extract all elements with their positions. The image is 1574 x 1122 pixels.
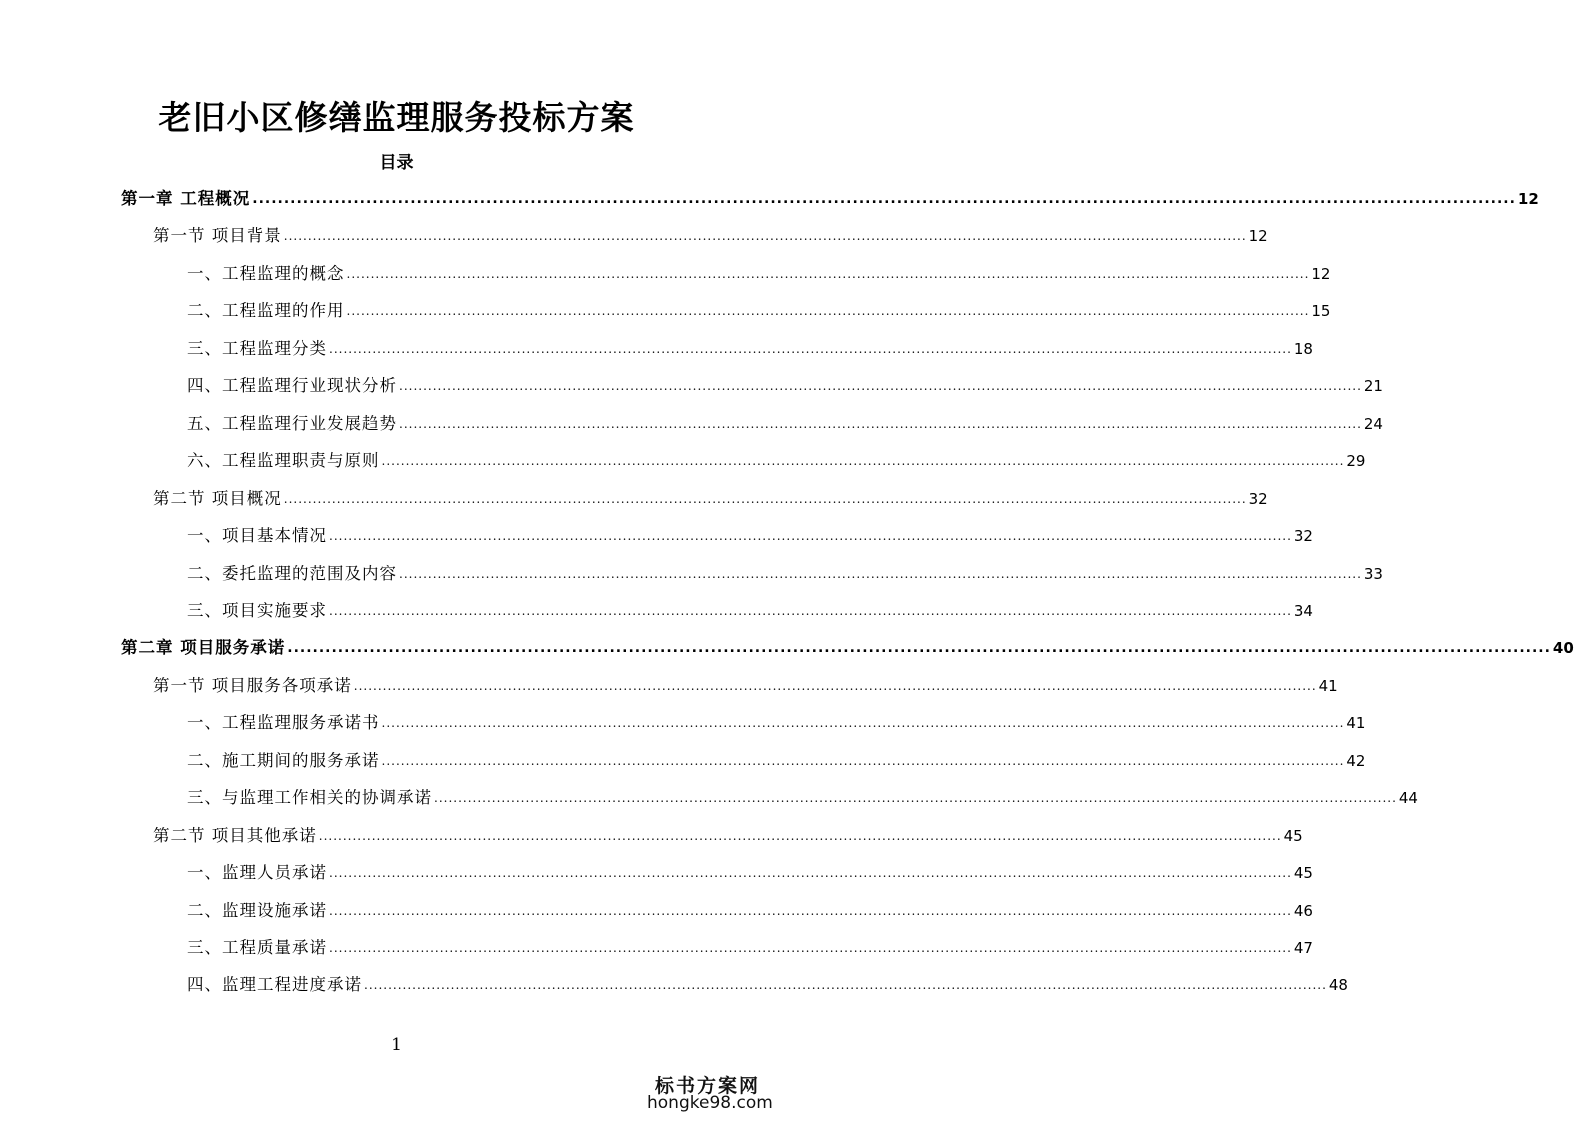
toc-entry-label: 一、工程监理服务承诺书 — [187, 713, 380, 732]
toc-entry[interactable] — [153, 672, 1338, 698]
toc-entry-label: 第二节 项目概况 — [153, 489, 282, 508]
toc-leader-dots: ........................................................................................................................................................................................................ — [252, 191, 1516, 207]
toc-entry[interactable] — [187, 522, 1313, 548]
toc-entry-label: 六、工程监理职责与原则 — [187, 451, 380, 470]
toc-entry-page: 45 — [1293, 864, 1313, 882]
toc-leader-dots: ........................................................................................................................................................................................................ — [329, 941, 1292, 955]
toc-entry-label: 一、项目基本情况 — [187, 526, 327, 545]
toc-leader-dots: ........................................................................................................................................................................................................ — [329, 904, 1292, 918]
watermark-url: hongke98.com — [647, 1093, 773, 1113]
toc-entry-page: 46 — [1293, 902, 1313, 920]
toc-entry-page: 32 — [1248, 490, 1268, 508]
toc-entry[interactable] — [187, 297, 1331, 323]
toc-leader-dots: ........................................................................................................................................................................................................ — [283, 492, 1247, 506]
toc-leader-dots: ........................................................................................................................................................................................................ — [329, 529, 1292, 543]
toc-entry-page: 44 — [1398, 789, 1418, 807]
toc-entry-page: 12 — [1517, 190, 1539, 208]
toc-entry-label: 三、工程监理分类 — [187, 339, 327, 358]
toc-entry-label: 一、监理人员承诺 — [187, 863, 327, 882]
toc-leader-dots: ........................................................................................................................................................................................................ — [318, 829, 1282, 843]
toc-entry-page: 33 — [1363, 565, 1383, 583]
toc-entry[interactable] — [187, 971, 1348, 997]
toc-entry-label: 一、工程监理的概念 — [187, 264, 345, 283]
toc-leader-dots: ........................................................................................................................................................................................................ — [399, 417, 1362, 431]
toc-entry-page: 15 — [1311, 302, 1331, 320]
toc-entry[interactable] — [187, 747, 1366, 773]
toc-entry-label: 第一节 项目服务各项承诺 — [153, 676, 352, 695]
toc-entry-label: 三、与监理工作相关的协调承诺 — [187, 788, 432, 807]
toc-leader-dots: ........................................................................................................................................................................................................ — [287, 640, 1551, 656]
toc-entry-page: 40 — [1552, 639, 1574, 657]
toc-entry-label: 三、工程质量承诺 — [187, 938, 327, 957]
toc-leader-dots: ........................................................................................................................................................................................................ — [283, 229, 1247, 243]
toc-entry[interactable] — [187, 335, 1313, 361]
toc-entry-page: 47 — [1293, 939, 1313, 957]
toc-leader-dots: ........................................................................................................................................................................................................ — [329, 604, 1292, 618]
toc-leader-dots: ........................................................................................................................................................................................................ — [364, 978, 1327, 992]
toc-entry-label: 二、监理设施承诺 — [187, 901, 327, 920]
toc-entry[interactable] — [153, 822, 1303, 848]
toc-entry[interactable] — [187, 897, 1313, 923]
toc-entry[interactable] — [187, 372, 1383, 398]
toc-entry[interactable] — [187, 784, 1418, 810]
toc-leader-dots: ........................................................................................................................................................................................................ — [329, 866, 1292, 880]
toc-entry-label: 五、工程监理行业发展趋势 — [187, 414, 397, 433]
toc-entry[interactable] — [187, 597, 1313, 623]
toc-entry[interactable] — [187, 410, 1383, 436]
toc-leader-dots: ........................................................................................................................................................................................................ — [346, 304, 1310, 318]
toc-leader-dots: ........................................................................................................................................................................................................ — [399, 567, 1362, 581]
toc-entry-label: 第二章 项目服务承诺 — [121, 638, 286, 657]
toc-entry-page: 24 — [1363, 415, 1383, 433]
toc-entry-page: 32 — [1293, 527, 1313, 545]
watermark-site-name: 标书方案网 — [655, 1075, 761, 1097]
toc-entry-label: 二、工程监理的作用 — [187, 301, 345, 320]
toc-leader-dots: ........................................................................................................................................................................................................ — [381, 754, 1345, 768]
toc-entry[interactable] — [187, 709, 1366, 735]
toc-entry[interactable] — [187, 260, 1331, 286]
toc-entry-page: 21 — [1363, 377, 1383, 395]
toc-leader-dots: ........................................................................................................................................................................................................ — [353, 679, 1317, 693]
toc-entry-page: 41 — [1318, 677, 1338, 695]
toc-entry-page: 34 — [1293, 602, 1313, 620]
toc-entry-page: 42 — [1346, 752, 1366, 770]
toc-entry[interactable] — [121, 634, 1574, 660]
toc-entry[interactable] — [153, 485, 1268, 511]
toc-entry-page: 29 — [1346, 452, 1366, 470]
toc-entry-page: 12 — [1248, 227, 1268, 245]
toc-leader-dots: ........................................................................................................................................................................................................ — [381, 716, 1345, 730]
toc-entry-label: 四、监理工程进度承诺 — [187, 975, 362, 994]
toc-leader-dots: ........................................................................................................................................................................................................ — [434, 791, 1397, 805]
toc-entry-page: 41 — [1346, 714, 1366, 732]
toc-entry[interactable] — [187, 934, 1313, 960]
toc-entry-label: 第一节 项目背景 — [153, 226, 282, 245]
toc-entry-page: 48 — [1328, 976, 1348, 994]
toc-leader-dots: ........................................................................................................................................................................................................ — [329, 342, 1292, 356]
toc-entry-label: 二、委托监理的范围及内容 — [187, 564, 397, 583]
toc-entry-label: 第二节 项目其他承诺 — [153, 826, 317, 845]
toc-entry-page: 12 — [1311, 265, 1331, 283]
toc-entry-label: 第一章 工程概况 — [121, 189, 251, 208]
toc-leader-dots: ........................................................................................................................................................................................................ — [381, 454, 1345, 468]
toc-entry[interactable] — [153, 222, 1268, 248]
toc-entry-label: 四、工程监理行业现状分析 — [187, 376, 397, 395]
toc-leader-dots: ........................................................................................................................................................................................................ — [346, 267, 1310, 281]
toc-entry[interactable] — [187, 447, 1366, 473]
toc-entry[interactable] — [187, 560, 1383, 586]
toc-entry-label: 三、项目实施要求 — [187, 601, 327, 620]
toc-entry[interactable] — [187, 859, 1313, 885]
toc-leader-dots: ........................................................................................................................................................................................................ — [399, 379, 1362, 393]
toc-entry-page: 45 — [1283, 827, 1303, 845]
toc-entry-label: 二、施工期间的服务承诺 — [187, 751, 380, 770]
page-number: 1 — [391, 1035, 402, 1055]
toc-heading: 目录 — [379, 153, 414, 173]
document-title: 老旧小区修缮监理服务投标方案 — [158, 98, 635, 137]
toc-entry-page: 18 — [1293, 340, 1313, 358]
toc-entry[interactable] — [121, 185, 1539, 211]
